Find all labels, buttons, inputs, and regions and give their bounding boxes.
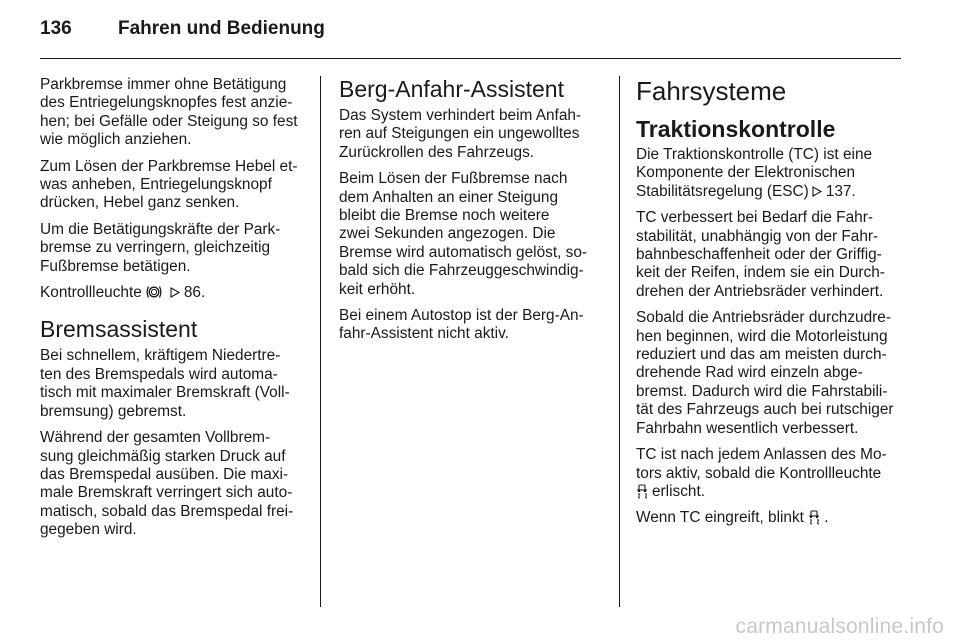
text-line: zwei Sekunden angezogen. Die <box>339 225 556 243</box>
section-heading-bremsassistent: Bremsassistent <box>40 316 198 343</box>
paragraph-antriebsraeder <box>636 309 903 438</box>
text-line: tät des Fahrzeugs auch bei rutschiger <box>636 401 894 419</box>
esc-label: Stabilitätsregelung (ESC) <box>636 182 809 200</box>
paragraph-parkbremse <box>40 76 305 150</box>
column-divider-1 <box>320 76 321 607</box>
blinkt-text: Wenn TC eingreift, blinkt <box>636 509 804 527</box>
paragraph-tc-intro <box>636 146 903 201</box>
paragraph-bremsassistent <box>40 347 305 421</box>
paragraph-autostop <box>339 307 601 344</box>
text-line: Parkbremse immer ohne Betätigung <box>40 76 287 93</box>
text-line: das Bremspedal ausüben. Die maxi- <box>40 465 289 483</box>
text-line: TC verbessert bei Bedarf die Fahr- <box>636 209 873 227</box>
text-line: TC ist nach jedem Anlassen des Mo- <box>636 446 887 464</box>
paragraph-fussbremse <box>339 170 601 299</box>
text-line: stabilität, unabhängig von der Fahr- <box>636 227 879 245</box>
page-number: 136 <box>40 18 72 39</box>
text-line: Um die Betätigungskräfte der Park- <box>40 220 281 238</box>
text-line: sung gleichmäßig starken Druck auf <box>40 447 286 465</box>
text-line: hen; bei Gefälle oder Steigung so fest <box>40 112 298 130</box>
text-line: was anheben, Entriegelungsknopf <box>40 176 272 194</box>
brake-warning-lamp-icon <box>145 285 163 299</box>
traction-control-lamp-icon <box>636 484 648 499</box>
text-line: Zum Lösen der Parkbremse Hebel et- <box>40 157 298 175</box>
text-line: Zurückrollen des Fahrzeugs. <box>339 143 535 161</box>
chapter-heading-fahrsysteme: Fahrsysteme <box>636 76 787 106</box>
page-reference-icon <box>812 186 823 197</box>
text-line: Das System verhindert beim Anfah- <box>339 107 582 124</box>
column-1 <box>40 76 305 548</box>
text-line: bald sich die Fahrzeuggeschwindig- <box>339 262 584 280</box>
text-line <box>40 284 305 302</box>
text-line: Sobald die Antriebsräder durchzudre- <box>636 309 891 327</box>
paragraph-loesen <box>40 158 305 213</box>
text-line: bremse zu verringern, gleichzeitig <box>40 239 271 257</box>
page-header <box>40 18 325 48</box>
text-line: Bremse wird automatisch gelöst, so- <box>339 243 588 261</box>
section-heading-berg-anfahr-assistent: Berg-Anfahr-Assistent <box>339 76 564 102</box>
traction-control-lamp-icon <box>808 510 820 525</box>
text-line: drehen der Antriebsräder verhindert. <box>636 282 884 300</box>
text-line: reduziert und das am meisten durch- <box>636 346 887 364</box>
text-line: dem Anhalten an einer Steigung <box>339 188 559 206</box>
period-text: . <box>824 509 829 527</box>
text-line <box>636 509 903 527</box>
text-line: male Bremskraft verringert sich auto- <box>40 484 293 502</box>
text-line: Fußbremse betätigen. <box>40 257 191 275</box>
page-reference-icon <box>170 287 181 298</box>
text-line: ren auf Steigungen ein ungewolltes <box>339 125 580 143</box>
text-line: Komponente der Elektronischen <box>636 164 856 182</box>
text-line: keit erhöht. <box>339 280 416 298</box>
text-line: bremsung) gebremst. <box>40 402 187 420</box>
text-line: wie möglich anziehen. <box>40 131 192 149</box>
text-line <box>636 483 903 501</box>
page-reference-number[interactable]: 137. <box>825 182 856 200</box>
text-line: matisch, sobald das Bremspedal frei- <box>40 502 294 520</box>
section-heading-traktionskontrolle: Traktionskontrolle <box>636 116 836 142</box>
text-line: bleibt die Bremse noch weitere <box>339 207 550 225</box>
text-line: gegeben wird. <box>40 521 137 539</box>
paragraph-tc-verbessert <box>636 209 903 301</box>
text-line: Während der gesamten Vollbrem- <box>40 429 271 447</box>
text-line: Bei einem Autostop ist der Berg-An- <box>339 307 584 325</box>
text-line: bremst. Dadurch wird die Fahrstabili- <box>636 382 888 400</box>
watermark: carmanualsonline.info <box>735 615 944 638</box>
text-line: tisch mit maximaler Bremskraft (Voll- <box>40 384 290 402</box>
paragraph-vollbremsung <box>40 429 305 539</box>
text-line: hen beginnen, wird die Motorleistung <box>636 327 888 345</box>
erlischt-text: erlischt. <box>652 482 706 500</box>
text-line <box>636 183 903 201</box>
text-line: drücken, Hebel ganz senken. <box>40 194 240 212</box>
text-line: ten des Bremspedals wird automa- <box>40 365 278 383</box>
page-title: Fahren und Bedienung <box>118 18 325 39</box>
text-line: Fahrbahn wesentlich verbessert. <box>636 419 859 437</box>
page-reference-number[interactable]: 86. <box>183 284 206 302</box>
text-line: keit der Reifen, indem sie ein Durch- <box>636 264 885 282</box>
text-line: fahr-Assistent nicht aktiv. <box>339 325 509 343</box>
header-rule <box>40 58 901 59</box>
kontrollleuchte-label: Kontrollleuchte <box>40 284 142 302</box>
text-line: drehende Rad wird einzeln abge- <box>636 364 863 382</box>
column-3 <box>636 76 903 536</box>
text-line: des Entriegelungsknopfes fest anzie- <box>40 94 293 112</box>
text-line: Die Traktionskontrolle (TC) ist eine <box>636 146 873 163</box>
paragraph-system <box>339 107 601 162</box>
text-line: Beim Lösen der Fußbremse nach <box>339 170 568 188</box>
paragraph-tc-eingreift <box>636 509 903 527</box>
text-line: tors aktiv, sobald die Kontrollleuchte <box>636 464 882 482</box>
text-line: Bei schnellem, kräftigem Niedertre- <box>40 347 281 365</box>
paragraph-kontrollleuchte <box>40 284 305 302</box>
text-line: bahnbeschaffenheit oder der Griffig- <box>636 246 882 264</box>
paragraph-betaetigungskraefte <box>40 221 305 276</box>
column-2 <box>339 76 601 352</box>
paragraph-tc-aktiv <box>636 446 903 501</box>
column-divider-2 <box>619 76 620 607</box>
